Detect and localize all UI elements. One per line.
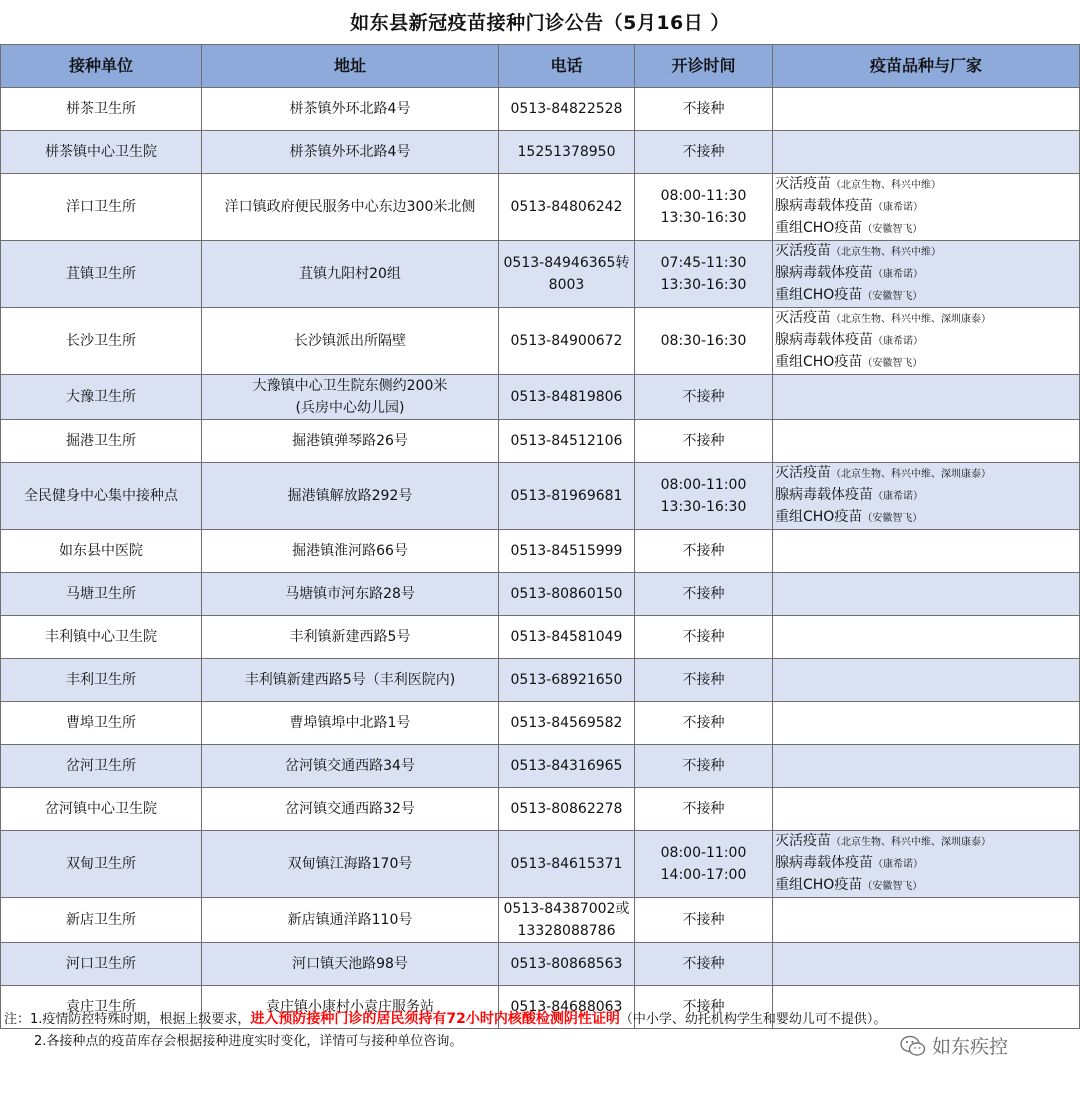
vaccine-line <box>775 263 1077 285</box>
hours-cell <box>635 898 773 943</box>
phone-cell-line: 15251378950 <box>517 144 616 160</box>
hours-cell <box>635 308 773 375</box>
address-cell-line: 长沙镇派出所隔壁 <box>294 333 406 349</box>
hours-cell-line: 不接种 <box>682 999 725 1015</box>
table-row <box>1 745 1080 788</box>
vaccine-cell <box>773 659 1080 702</box>
vaccine-name: 腺病毒载体疫苗 <box>775 332 873 348</box>
hours-cell-line: 14:00-17:00 <box>660 867 747 883</box>
address-cell-line: 丰利镇新建西路5号 <box>289 629 411 645</box>
phone-cell <box>499 831 635 898</box>
vaccine-name: 重组CHO疫苗 <box>775 877 863 893</box>
unit-cell: 河口卫生所 <box>1 943 202 986</box>
unit-cell: 掘港卫生所 <box>1 420 202 463</box>
hours-cell <box>635 463 773 530</box>
column-header: 地址 <box>202 45 499 88</box>
vaccine-line <box>775 241 1077 263</box>
table-row <box>1 702 1080 745</box>
phone-cell-line: 0513-84946365转 <box>503 255 630 271</box>
vaccine-name: 灭活疫苗 <box>775 310 831 326</box>
table-body <box>1 88 1080 1029</box>
address-cell-line: 洋口镇政府便民服务中心东边300米北侧 <box>224 199 476 215</box>
note-2: 2.各接种点的疫苗库存会根据接种进度实时变化，详情可与接种单位咨询。 <box>34 1034 463 1049</box>
address-cell-line: 掘港镇弹琴路26号 <box>292 433 408 449</box>
vaccine-cell <box>773 702 1080 745</box>
phone-cell-line: 0513-84581049 <box>510 629 623 645</box>
vaccine-maker: （康希诺） <box>873 202 923 213</box>
address-cell <box>202 702 499 745</box>
phone-cell-line: 0513-84900672 <box>510 333 623 349</box>
phone-cell <box>499 375 635 420</box>
address-cell <box>202 174 499 241</box>
hours-cell <box>635 616 773 659</box>
vaccine-line <box>775 485 1077 507</box>
vaccine-cell <box>773 463 1080 530</box>
hours-cell <box>635 702 773 745</box>
hours-cell-line: 13:30-16:30 <box>660 499 747 515</box>
phone-cell-line: 0513-68921650 <box>510 672 623 688</box>
column-header: 接种单位 <box>1 45 202 88</box>
phone-cell-line: 0513-84316965 <box>510 758 623 774</box>
vaccine-line <box>775 463 1077 485</box>
phone-cell <box>499 788 635 831</box>
vaccine-name: 灭活疫苗 <box>775 833 831 849</box>
phone-cell <box>499 88 635 131</box>
vaccine-cell <box>773 788 1080 831</box>
hours-cell-line: 08:00-11:30 <box>660 188 747 204</box>
page-title: 如东县新冠疫苗接种门诊公告（5月16日 ） <box>350 12 730 34</box>
table-row <box>1 420 1080 463</box>
vaccine-line <box>775 196 1077 218</box>
phone-cell <box>499 943 635 986</box>
unit-cell: 袁庄卫生所 <box>1 986 202 1029</box>
table-row <box>1 530 1080 573</box>
hours-cell-line: 不接种 <box>682 543 725 559</box>
column-header: 电话 <box>499 45 635 88</box>
vaccine-cell <box>773 745 1080 788</box>
address-cell-line: 马塘镇市河东路28号 <box>285 586 415 602</box>
table-row <box>1 788 1080 831</box>
hours-cell-line: 不接种 <box>682 433 725 449</box>
unit-cell: 双甸卫生所 <box>1 831 202 898</box>
address-cell-line: 曹埠镇埠中北路1号 <box>289 715 411 731</box>
table-row <box>1 308 1080 375</box>
note-1-prefix: 注：1.疫情防控特殊时期，根据上级要求， <box>4 1012 251 1027</box>
table-row <box>1 943 1080 986</box>
address-cell <box>202 788 499 831</box>
vaccine-line <box>775 352 1077 374</box>
hours-cell <box>635 530 773 573</box>
phone-cell <box>499 463 635 530</box>
phone-cell-line: 0513-80868563 <box>510 956 623 972</box>
column-header: 疫苗品种与厂家 <box>773 45 1080 88</box>
hours-cell <box>635 573 773 616</box>
phone-cell-line: 13328088786 <box>517 923 616 939</box>
table-row <box>1 898 1080 943</box>
vaccine-cell <box>773 174 1080 241</box>
phone-cell <box>499 898 635 943</box>
phone-cell <box>499 131 635 174</box>
table-row <box>1 659 1080 702</box>
note-1-suffix: （中小学、幼托机构学生和婴幼儿可不提供）。 <box>619 1012 887 1027</box>
vaccine-cell <box>773 420 1080 463</box>
vaccine-maker: （康希诺） <box>873 859 923 870</box>
vaccine-cell <box>773 88 1080 131</box>
hours-cell-line: 不接种 <box>682 629 725 645</box>
address-cell <box>202 88 499 131</box>
vaccine-maker: （北京生物、科兴中维） <box>831 247 941 258</box>
address-cell <box>202 659 499 702</box>
vaccine-line <box>775 875 1077 897</box>
vaccine-name: 腺病毒载体疫苗 <box>775 855 873 871</box>
vaccine-line <box>775 507 1077 529</box>
hours-cell <box>635 174 773 241</box>
vaccine-line <box>775 330 1077 352</box>
hours-cell-line: 不接种 <box>682 101 725 117</box>
hours-cell-line: 不接种 <box>682 956 725 972</box>
hours-cell <box>635 241 773 308</box>
address-cell <box>202 616 499 659</box>
address-cell <box>202 241 499 308</box>
unit-cell: 大豫卫生所 <box>1 375 202 420</box>
vaccine-name: 灭活疫苗 <box>775 465 831 481</box>
hours-cell-line: 07:45-11:30 <box>660 255 747 271</box>
vaccine-maker: （康希诺） <box>873 269 923 280</box>
unit-cell: 岔河卫生所 <box>1 745 202 788</box>
phone-cell-line: 0513-81969681 <box>510 488 623 504</box>
table-row <box>1 241 1080 308</box>
unit-cell: 新店卫生所 <box>1 898 202 943</box>
vaccine-name: 重组CHO疫苗 <box>775 354 863 370</box>
table-row <box>1 463 1080 530</box>
address-cell <box>202 943 499 986</box>
phone-cell-line: 0513-80860150 <box>510 586 623 602</box>
address-cell <box>202 831 499 898</box>
vaccine-cell <box>773 943 1080 986</box>
hours-cell-line: 不接种 <box>682 144 725 160</box>
phone-cell-line: 0513-84512106 <box>510 433 623 449</box>
column-header: 开诊时间 <box>635 45 773 88</box>
vaccine-cell <box>773 831 1080 898</box>
address-cell-line: (兵房中心幼儿园) <box>295 400 405 416</box>
vaccine-line <box>775 831 1077 853</box>
vaccine-name: 重组CHO疫苗 <box>775 287 863 303</box>
vaccine-line <box>775 853 1077 875</box>
vaccine-cell <box>773 616 1080 659</box>
address-cell <box>202 463 499 530</box>
vaccine-maker: （安徽智飞） <box>862 291 923 302</box>
hours-cell-line: 不接种 <box>682 912 725 928</box>
phone-cell-line: 0513-80862278 <box>510 801 623 817</box>
vaccine-cell <box>773 308 1080 375</box>
address-cell-line: 河口镇天池路98号 <box>292 956 408 972</box>
address-cell-line: 栟茶镇外环北路4号 <box>289 101 411 117</box>
unit-cell: 岔河镇中心卫生院 <box>1 788 202 831</box>
vaccine-cell <box>773 241 1080 308</box>
vaccine-line <box>775 174 1077 196</box>
wechat-icon <box>900 1035 926 1057</box>
hours-cell-line: 不接种 <box>682 801 725 817</box>
table-row <box>1 573 1080 616</box>
phone-cell-line: 0513-84515999 <box>510 543 623 559</box>
vaccine-maker: （北京生物、科兴中维） <box>831 180 941 191</box>
vaccine-cell <box>773 573 1080 616</box>
hours-cell <box>635 375 773 420</box>
address-cell-line: 新店镇通洋路110号 <box>287 912 413 928</box>
vaccine-line <box>775 308 1077 330</box>
address-cell <box>202 420 499 463</box>
vaccine-line <box>775 218 1077 240</box>
clinic-table <box>0 44 1080 1029</box>
address-cell <box>202 131 499 174</box>
table-row <box>1 616 1080 659</box>
phone-cell-line: 0513-84806242 <box>510 199 623 215</box>
hours-cell-line: 不接种 <box>682 586 725 602</box>
hours-cell-line: 不接种 <box>682 672 725 688</box>
hours-cell <box>635 788 773 831</box>
hours-cell <box>635 420 773 463</box>
hours-cell <box>635 131 773 174</box>
phone-cell-line: 0513-84569582 <box>510 715 623 731</box>
vaccine-line <box>775 285 1077 307</box>
vaccine-name: 重组CHO疫苗 <box>775 220 863 236</box>
phone-cell <box>499 174 635 241</box>
phone-cell-line: 0513-84822528 <box>510 101 623 117</box>
table-row <box>1 88 1080 131</box>
hours-cell-line: 08:00-11:00 <box>660 845 747 861</box>
unit-cell: 马塘卫生所 <box>1 573 202 616</box>
address-cell-line: 岔河镇交通西路32号 <box>285 801 415 817</box>
unit-cell: 丰利镇中心卫生院 <box>1 616 202 659</box>
phone-cell <box>499 420 635 463</box>
vaccine-name: 腺病毒载体疫苗 <box>775 265 873 281</box>
hours-cell-line: 08:00-11:00 <box>660 477 747 493</box>
address-cell <box>202 308 499 375</box>
address-cell-line: 掘港镇解放路292号 <box>287 488 413 504</box>
note-1-highlight: 进入预防接种门诊的居民须持有72小时内核酸检测阴性证明 <box>250 1011 620 1027</box>
phone-cell <box>499 659 635 702</box>
phone-cell <box>499 702 635 745</box>
hours-cell-line: 不接种 <box>682 389 725 405</box>
vaccine-name: 灭活疫苗 <box>775 176 831 192</box>
address-cell <box>202 898 499 943</box>
vaccine-maker: （安徽智飞） <box>862 224 923 235</box>
phone-cell <box>499 308 635 375</box>
vaccine-maker: （安徽智飞） <box>862 881 923 892</box>
address-cell-line: 栟茶镇外环北路4号 <box>289 144 411 160</box>
vaccine-maker: （康希诺） <box>873 491 923 502</box>
phone-cell <box>499 573 635 616</box>
vaccine-maker: （安徽智飞） <box>862 358 923 369</box>
address-cell-line: 丰利镇新建西路5号（丰利医院内) <box>244 672 456 688</box>
table-header-row <box>1 45 1080 88</box>
unit-cell: 如东县中医院 <box>1 530 202 573</box>
wechat-logo <box>900 1032 1008 1059</box>
phone-cell <box>499 616 635 659</box>
vaccine-name: 重组CHO疫苗 <box>775 509 863 525</box>
vaccine-cell <box>773 131 1080 174</box>
address-cell-line: 苴镇九阳村20组 <box>299 266 401 282</box>
vaccine-cell <box>773 898 1080 943</box>
hours-cell <box>635 943 773 986</box>
unit-cell: 丰利卫生所 <box>1 659 202 702</box>
vaccine-cell <box>773 530 1080 573</box>
vaccine-name: 腺病毒载体疫苗 <box>775 487 873 503</box>
address-cell <box>202 745 499 788</box>
vaccine-name: 灭活疫苗 <box>775 243 831 259</box>
unit-cell: 全民健身中心集中接种点 <box>1 463 202 530</box>
vaccine-maker: （北京生物、科兴中维、深圳康泰） <box>831 469 991 480</box>
phone-cell-line: 0513-84615371 <box>510 856 623 872</box>
address-cell <box>202 573 499 616</box>
address-cell-line: 岔河镇交通西路34号 <box>285 758 415 774</box>
vaccine-maker: （北京生物、科兴中维、深圳康泰） <box>831 837 991 848</box>
table-row <box>1 831 1080 898</box>
phone-cell <box>499 530 635 573</box>
hours-cell-line: 13:30-16:30 <box>660 277 747 293</box>
note-1 <box>4 1008 1076 1031</box>
phone-cell-line: 0513-84819806 <box>510 389 623 405</box>
vaccine-cell <box>773 375 1080 420</box>
hours-cell <box>635 659 773 702</box>
unit-cell: 洋口卫生所 <box>1 174 202 241</box>
phone-cell-line: 8003 <box>548 277 585 293</box>
table-row <box>1 375 1080 420</box>
hours-cell <box>635 745 773 788</box>
unit-cell: 苴镇卫生所 <box>1 241 202 308</box>
phone-cell <box>499 241 635 308</box>
hours-cell <box>635 88 773 131</box>
phone-cell-line: 0513-84387002或 <box>503 901 630 917</box>
hours-cell-line: 08:30-16:30 <box>660 333 747 349</box>
table-row <box>1 131 1080 174</box>
vaccine-maker: （安徽智飞） <box>862 513 923 524</box>
address-cell-line: 大豫镇中心卫生院东侧约200米 <box>252 378 448 394</box>
unit-cell: 栟茶镇中心卫生院 <box>1 131 202 174</box>
address-cell <box>202 375 499 420</box>
logo-text: 如东疾控 <box>932 1036 1009 1058</box>
vaccine-maker: （康希诺） <box>873 336 923 347</box>
unit-cell: 曹埠卫生所 <box>1 702 202 745</box>
hours-cell <box>635 831 773 898</box>
phone-cell-line: 0513-84688063 <box>510 999 623 1015</box>
address-cell-line: 袁庄镇小康村小袁庄服务站 <box>266 999 434 1015</box>
hours-cell-line: 不接种 <box>682 715 725 731</box>
unit-cell: 栟茶卫生所 <box>1 88 202 131</box>
vaccine-name: 腺病毒载体疫苗 <box>775 198 873 214</box>
address-cell-line: 双甸镇江海路170号 <box>287 856 413 872</box>
address-cell-line: 掘港镇淮河路66号 <box>292 543 408 559</box>
hours-cell-line: 不接种 <box>682 758 725 774</box>
address-cell <box>202 530 499 573</box>
vaccine-maker: （北京生物、科兴中维、深圳康泰） <box>831 314 991 325</box>
phone-cell <box>499 745 635 788</box>
table-row <box>1 174 1080 241</box>
unit-cell: 长沙卫生所 <box>1 308 202 375</box>
hours-cell-line: 13:30-16:30 <box>660 210 747 226</box>
